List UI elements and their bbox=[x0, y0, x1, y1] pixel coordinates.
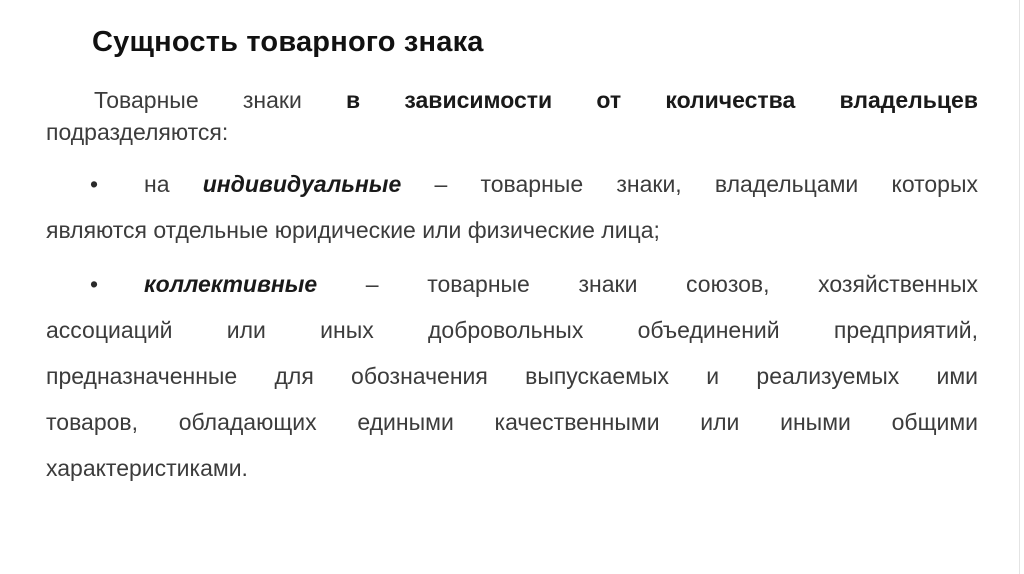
bullet-collective-line: ассоциаций или иных добровольных объединений предприятий, bbox=[46, 317, 978, 343]
bullet-collective-line: товаров, обладающих едиными качественными или иными общими bbox=[46, 409, 978, 435]
bullet-marker: • bbox=[90, 171, 99, 197]
intro-bold-phrase: в зависимости от количества владельцев bbox=[346, 87, 978, 113]
intro-prefix: Товарные знаки bbox=[94, 87, 347, 113]
bullet-collective-first-line bbox=[46, 261, 978, 307]
slide-border bbox=[1019, 0, 1020, 574]
bullet-collective-term: коллективные bbox=[144, 271, 318, 297]
intro-suffix: подразделяются: bbox=[46, 119, 229, 145]
bullet-individual bbox=[46, 161, 978, 253]
intro-paragraph bbox=[46, 84, 978, 148]
bullet-marker: • bbox=[90, 271, 99, 297]
bullet-individual-first-line bbox=[46, 161, 978, 207]
bullet-individual-line: являются отдельные юридические или физические лица; bbox=[46, 217, 660, 243]
bullet-individual-term: индивидуальные bbox=[202, 171, 402, 197]
bullet-individual-rest: – товарные знаки, владельцами которых bbox=[401, 171, 978, 197]
bullet-individual-lead: на bbox=[144, 171, 203, 197]
slide-body bbox=[46, 84, 978, 491]
intro-first-line bbox=[46, 84, 978, 116]
bullet-collective-rest: – товарные знаки союзов, хозяйственных bbox=[317, 271, 978, 297]
slide-title: Сущность товарного знака bbox=[92, 26, 484, 58]
bullet-collective-line: характеристиками. bbox=[46, 455, 248, 481]
bullet-collective-line: предназначенные для обозначения выпускаемых и реализуемых ими bbox=[46, 363, 978, 389]
bullet-collective bbox=[46, 261, 978, 491]
